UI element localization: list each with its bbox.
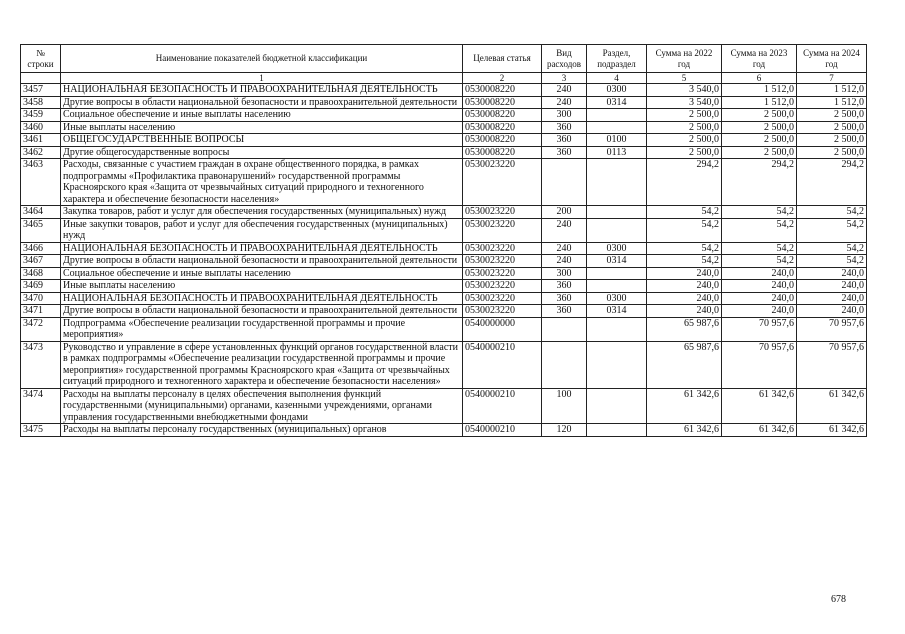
column-number: 5: [647, 73, 722, 84]
target-article-cell: 0530008220: [463, 96, 542, 109]
target-article-cell: 0540000210: [463, 424, 542, 437]
section-cell: 0300: [587, 242, 647, 255]
column-number: 1: [61, 73, 463, 84]
sum-2022-cell: 294,2: [647, 159, 722, 206]
table-row: [21, 292, 867, 305]
sum-2023-cell: 240,0: [722, 292, 797, 305]
target-article-cell: 0530008220: [463, 109, 542, 122]
indicator-name-cell: Другие общегосударственные вопросы: [61, 146, 463, 159]
row-number-cell: 3468: [21, 267, 61, 280]
table-row: [21, 255, 867, 268]
sum-2022-cell: 2 500,0: [647, 109, 722, 122]
table-row: [21, 206, 867, 219]
header-sum-2022: Сумма на 2022 год: [647, 45, 722, 73]
indicator-name-cell: Закупка товаров, работ и услуг для обеспечения государственных (муниципальных) нужд: [61, 206, 463, 219]
sum-2024-cell: 294,2: [797, 159, 867, 206]
indicator-name-cell: Социальное обеспечение и иные выплаты населению: [61, 267, 463, 280]
sum-2022-cell: 61 342,6: [647, 388, 722, 424]
row-number-cell: 3475: [21, 424, 61, 437]
sum-2022-cell: 240,0: [647, 305, 722, 318]
table-row: [21, 134, 867, 147]
row-number-cell: 3465: [21, 218, 61, 242]
sum-2024-cell: 54,2: [797, 218, 867, 242]
table-row: [21, 121, 867, 134]
target-article-cell: 0530008220: [463, 134, 542, 147]
sum-2024-cell: 61 342,6: [797, 388, 867, 424]
section-cell: [587, 317, 647, 341]
indicator-name-cell: Иные выплаты населению: [61, 280, 463, 293]
section-cell: 0314: [587, 255, 647, 268]
sum-2024-cell: 240,0: [797, 305, 867, 318]
indicator-name-cell: НАЦИОНАЛЬНАЯ БЕЗОПАСНОСТЬ И ПРАВООХРАНИТЕЛЬНАЯ ДЕЯТЕЛЬНОСТЬ: [61, 242, 463, 255]
indicator-name-cell: Другие вопросы в области национальной безопасности и правоохранительной деятельности: [61, 96, 463, 109]
target-article-cell: 0540000210: [463, 388, 542, 424]
indicator-name-cell: НАЦИОНАЛЬНАЯ БЕЗОПАСНОСТЬ И ПРАВООХРАНИТЕЛЬНАЯ ДЕЯТЕЛЬНОСТЬ: [61, 84, 463, 97]
row-number-cell: 3463: [21, 159, 61, 206]
sum-2024-cell: 240,0: [797, 267, 867, 280]
sum-2023-cell: 2 500,0: [722, 146, 797, 159]
section-cell: [587, 424, 647, 437]
target-article-cell: 0540000210: [463, 341, 542, 388]
sum-2024-cell: 54,2: [797, 242, 867, 255]
sum-2024-cell: 1 512,0: [797, 96, 867, 109]
indicator-name-cell: Расходы на выплаты персоналу в целях обеспечения выполнения функций государственными (муниципальными) органами, казенными учреждениями, органами управления государственными внебюджетными фондами: [61, 388, 463, 424]
sum-2023-cell: 70 957,6: [722, 317, 797, 341]
table-row: [21, 218, 867, 242]
section-cell: [587, 109, 647, 122]
section-cell: [587, 206, 647, 219]
table-row: [21, 267, 867, 280]
row-number-cell: 3462: [21, 146, 61, 159]
budget-table: [20, 44, 867, 437]
row-number-cell: 3458: [21, 96, 61, 109]
header-section: Раздел, подраздел: [587, 45, 647, 73]
sum-2024-cell: 1 512,0: [797, 84, 867, 97]
target-article-cell: 0530023220: [463, 292, 542, 305]
indicator-name-cell: ОБЩЕГОСУДАРСТВЕННЫЕ ВОПРОСЫ: [61, 134, 463, 147]
expense-type-cell: [542, 159, 587, 206]
row-number-cell: 3470: [21, 292, 61, 305]
sum-2024-cell: 2 500,0: [797, 134, 867, 147]
sum-2022-cell: 65 987,6: [647, 341, 722, 388]
table-row: [21, 317, 867, 341]
table-row: [21, 424, 867, 437]
target-article-cell: 0530023220: [463, 255, 542, 268]
row-number-cell: 3473: [21, 341, 61, 388]
column-number: 6: [722, 73, 797, 84]
header-row-number: № строки: [21, 45, 61, 73]
table-row: [21, 388, 867, 424]
expense-type-cell: 200: [542, 206, 587, 219]
header-sum-2023: Сумма на 2023 год: [722, 45, 797, 73]
target-article-cell: 0540000000: [463, 317, 542, 341]
expense-type-cell: 240: [542, 242, 587, 255]
sum-2023-cell: 54,2: [722, 242, 797, 255]
row-number-cell: 3466: [21, 242, 61, 255]
section-cell: [587, 267, 647, 280]
sum-2022-cell: 61 342,6: [647, 424, 722, 437]
sum-2022-cell: 54,2: [647, 206, 722, 219]
sum-2023-cell: 61 342,6: [722, 388, 797, 424]
header-target-article: Целевая статья: [463, 45, 542, 73]
target-article-cell: 0530023220: [463, 242, 542, 255]
sum-2023-cell: 1 512,0: [722, 96, 797, 109]
indicator-name-cell: Другие вопросы в области национальной безопасности и правоохранительной деятельности: [61, 255, 463, 268]
sum-2023-cell: 2 500,0: [722, 134, 797, 147]
sum-2023-cell: 240,0: [722, 305, 797, 318]
header-expense-type: Вид расходов: [542, 45, 587, 73]
indicator-name-cell: Иные закупки товаров, работ и услуг для обеспечения государственных (муниципальных) нужд: [61, 218, 463, 242]
target-article-cell: 0530008220: [463, 84, 542, 97]
expense-type-cell: 240: [542, 255, 587, 268]
sum-2024-cell: 70 957,6: [797, 317, 867, 341]
expense-type-cell: 300: [542, 267, 587, 280]
sum-2022-cell: 3 540,0: [647, 96, 722, 109]
sum-2022-cell: 2 500,0: [647, 121, 722, 134]
page-number: 678: [831, 594, 846, 605]
table-row: [21, 305, 867, 318]
expense-type-cell: 240: [542, 96, 587, 109]
sum-2023-cell: 240,0: [722, 280, 797, 293]
section-cell: [587, 341, 647, 388]
target-article-cell: 0530023220: [463, 267, 542, 280]
target-article-cell: 0530023220: [463, 280, 542, 293]
table-row: [21, 242, 867, 255]
sum-2022-cell: 240,0: [647, 280, 722, 293]
header-row: [21, 45, 867, 73]
sum-2023-cell: 2 500,0: [722, 109, 797, 122]
sum-2023-cell: 1 512,0: [722, 84, 797, 97]
column-number: 2: [463, 73, 542, 84]
sum-2022-cell: 2 500,0: [647, 146, 722, 159]
section-cell: [587, 280, 647, 293]
table-row: [21, 109, 867, 122]
target-article-cell: 0530008220: [463, 146, 542, 159]
table-row: [21, 280, 867, 293]
header-indicator-name: Наименование показателей бюджетной классификации: [61, 45, 463, 73]
table-row: [21, 159, 867, 206]
expense-type-cell: 360: [542, 121, 587, 134]
indicator-name-cell: Подпрограмма «Обеспечение реализации государственной программы и прочие мероприятия»: [61, 317, 463, 341]
indicator-name-cell: НАЦИОНАЛЬНАЯ БЕЗОПАСНОСТЬ И ПРАВООХРАНИТЕЛЬНАЯ ДЕЯТЕЛЬНОСТЬ: [61, 292, 463, 305]
row-number-cell: 3459: [21, 109, 61, 122]
sum-2022-cell: 240,0: [647, 292, 722, 305]
row-number-cell: 3464: [21, 206, 61, 219]
target-article-cell: 0530008220: [463, 121, 542, 134]
sum-2023-cell: 61 342,6: [722, 424, 797, 437]
section-cell: [587, 388, 647, 424]
row-number-cell: 3461: [21, 134, 61, 147]
target-article-cell: 0530023220: [463, 159, 542, 206]
expense-type-cell: 360: [542, 134, 587, 147]
expense-type-cell: 100: [542, 388, 587, 424]
section-cell: 0113: [587, 146, 647, 159]
section-cell: 0100: [587, 134, 647, 147]
section-cell: 0300: [587, 292, 647, 305]
sum-2022-cell: 54,2: [647, 242, 722, 255]
expense-type-cell: 120: [542, 424, 587, 437]
column-number: 4: [587, 73, 647, 84]
header-sum-2024: Сумма на 2024 год: [797, 45, 867, 73]
expense-type-cell: 240: [542, 84, 587, 97]
sum-2022-cell: 65 987,6: [647, 317, 722, 341]
sum-2022-cell: 3 540,0: [647, 84, 722, 97]
target-article-cell: 0530023220: [463, 305, 542, 318]
sum-2023-cell: 54,2: [722, 218, 797, 242]
expense-type-cell: [542, 317, 587, 341]
sum-2022-cell: 240,0: [647, 267, 722, 280]
sum-2024-cell: 2 500,0: [797, 146, 867, 159]
row-number-cell: 3460: [21, 121, 61, 134]
indicator-name-cell: Иные выплаты населению: [61, 121, 463, 134]
section-cell: 0314: [587, 96, 647, 109]
sum-2024-cell: 240,0: [797, 280, 867, 293]
sum-2024-cell: 2 500,0: [797, 121, 867, 134]
table-row: [21, 84, 867, 97]
sum-2023-cell: 54,2: [722, 206, 797, 219]
sum-2022-cell: 2 500,0: [647, 134, 722, 147]
row-number-cell: 3472: [21, 317, 61, 341]
column-number: 7: [797, 73, 867, 84]
indicator-name-cell: Расходы на выплаты персоналу государственных (муниципальных) органов: [61, 424, 463, 437]
table-row: [21, 341, 867, 388]
sum-2023-cell: 54,2: [722, 255, 797, 268]
sum-2023-cell: 240,0: [722, 267, 797, 280]
sum-2023-cell: 2 500,0: [722, 121, 797, 134]
sum-2024-cell: 70 957,6: [797, 341, 867, 388]
section-cell: 0300: [587, 84, 647, 97]
expense-type-cell: 360: [542, 146, 587, 159]
indicator-name-cell: Расходы, связанные с участием граждан в охране общественного порядка, в рамках подпрограммы «Профилактика правонарушений» государственной программы Красноярского края «Защита от чрезвычайных ситуаций природного и техногенного характера и обеспечение безопасности населения»: [61, 159, 463, 206]
expense-type-cell: 360: [542, 280, 587, 293]
table-row: [21, 96, 867, 109]
row-number-cell: 3474: [21, 388, 61, 424]
sum-2024-cell: 2 500,0: [797, 109, 867, 122]
expense-type-cell: 360: [542, 292, 587, 305]
indicator-name-cell: Руководство и управление в сфере установленных функций органов государственной власти в рамках подпрограммы «Обеспечение реализации государственной программы и прочие мероприятия» государственной программы Красноярского края «Защита от чрезвычайных ситуаций природного и техногенного характера и обеспечение безопасности населения»: [61, 341, 463, 388]
expense-type-cell: 300: [542, 109, 587, 122]
sum-2022-cell: 54,2: [647, 218, 722, 242]
row-number-cell: 3469: [21, 280, 61, 293]
sum-2022-cell: 54,2: [647, 255, 722, 268]
target-article-cell: 0530023220: [463, 218, 542, 242]
expense-type-cell: 360: [542, 305, 587, 318]
indicator-name-cell: Социальное обеспечение и иные выплаты населению: [61, 109, 463, 122]
sum-2024-cell: 240,0: [797, 292, 867, 305]
section-cell: [587, 121, 647, 134]
sum-2024-cell: 54,2: [797, 206, 867, 219]
expense-type-cell: 240: [542, 218, 587, 242]
sum-2023-cell: 70 957,6: [722, 341, 797, 388]
section-cell: [587, 159, 647, 206]
target-article-cell: 0530023220: [463, 206, 542, 219]
column-number: [21, 73, 61, 84]
row-number-cell: 3471: [21, 305, 61, 318]
section-cell: [587, 218, 647, 242]
section-cell: 0314: [587, 305, 647, 318]
sum-2024-cell: 54,2: [797, 255, 867, 268]
row-number-cell: 3467: [21, 255, 61, 268]
sum-2024-cell: 61 342,6: [797, 424, 867, 437]
column-number: 3: [542, 73, 587, 84]
row-number-cell: 3457: [21, 84, 61, 97]
sum-2023-cell: 294,2: [722, 159, 797, 206]
expense-type-cell: [542, 341, 587, 388]
column-number-row: [21, 73, 867, 84]
indicator-name-cell: Другие вопросы в области национальной безопасности и правоохранительной деятельности: [61, 305, 463, 318]
table-row: [21, 146, 867, 159]
table-body: [21, 84, 867, 437]
